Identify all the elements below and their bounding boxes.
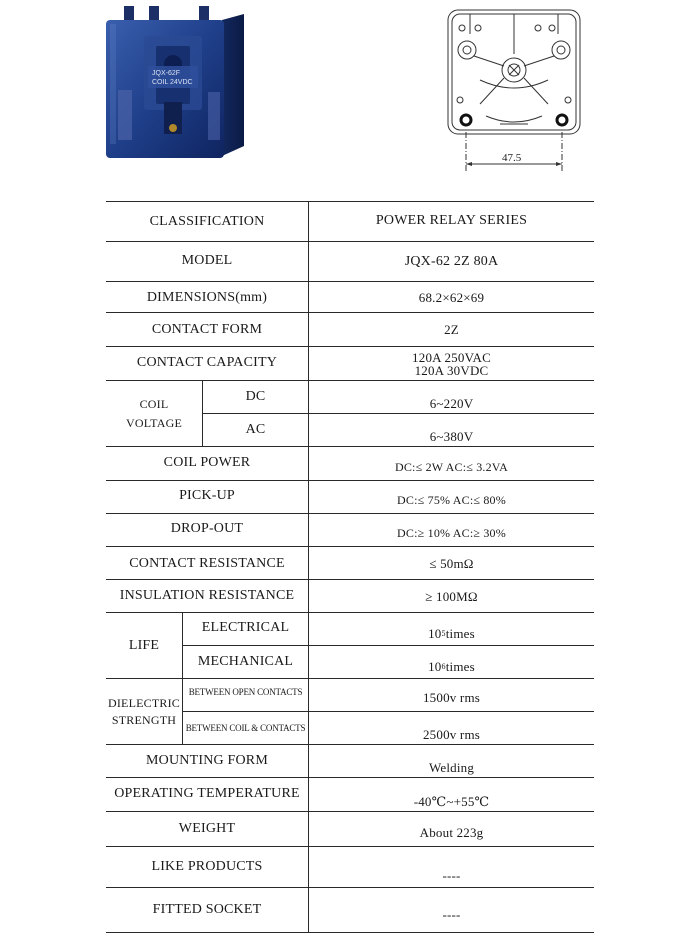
photo-coil-marking: COIL 24VDC — [152, 79, 193, 86]
dielectric-open-contacts-label: BETWEEN OPEN CONTACTS — [188, 687, 303, 697]
mounting-form-label: MOUNTING FORM — [146, 752, 268, 768]
dielectric-strength-label — [106, 679, 182, 744]
fitted-socket-value: ---- — [442, 906, 461, 922]
dimension-label: 47.5 — [502, 152, 522, 164]
coil-power-value: DC:≤ 2W AC:≤ 3.2VA — [394, 459, 508, 474]
relay-photo — [104, 6, 250, 158]
mounting-form-value: Welding — [428, 759, 475, 775]
dimensions-value: 68.2×62×69 — [418, 289, 485, 305]
coil-voltage-ac-value: 6~380V — [429, 428, 474, 444]
weight-label: WEIGHT — [178, 821, 236, 836]
coil-voltage-ac-label: AC — [245, 421, 266, 437]
insulation-resistance-value: ≥ 100MΩ — [425, 588, 478, 604]
coil-voltage-line2: VOLTAGE — [126, 415, 182, 430]
like-products-label: LIKE PRODUCTS — [151, 858, 263, 874]
coil-voltage-label — [106, 381, 202, 446]
coil-voltage-dc-value: 6~220V — [429, 395, 474, 411]
spec-table — [106, 201, 594, 933]
classification-label: CLASSIFICATION — [149, 214, 265, 229]
drop-out-value: DC:≥ 10% AC:≥ 30% — [397, 526, 506, 540]
contact-capacity-value — [309, 347, 594, 380]
contact-resistance-label: CONTACT RESISTANCE — [129, 555, 285, 571]
life-mechanical-base: 10 — [428, 659, 442, 674]
life-electrical-value: 10 5 times — [428, 626, 475, 641]
life-electrical-base: 10 — [428, 626, 442, 641]
life-label: LIFE — [128, 638, 160, 653]
operating-temperature-value: -40℃~+55℃ — [413, 793, 490, 809]
pick-up-value: DC:≤ 75% AC:≤ 80% — [397, 493, 506, 507]
weight-value: About 223g — [419, 825, 484, 840]
dielectric-coil-contacts-value: 2500v rms — [422, 726, 481, 742]
classification-value: POWER RELAY SERIES — [375, 212, 528, 228]
coil-power-label: COIL POWER — [163, 454, 251, 470]
life-electrical-unit: times — [445, 626, 475, 641]
like-products-value: ---- — [442, 867, 461, 883]
contact-capacity-label: CONTACT CAPACITY — [136, 355, 278, 370]
pick-up-label: PICK-UP — [179, 488, 235, 503]
dielectric-coil-contacts-label: BETWEEN COIL & CONTACTS — [185, 722, 306, 733]
life-mechanical-unit: times — [445, 659, 475, 674]
contact-capacity-line2: 120A 30VDC — [414, 362, 489, 378]
operating-temperature-label: OPERATING TEMPERATURE — [114, 786, 300, 801]
coil-voltage-dc-label: DC — [245, 388, 266, 404]
drop-out-label: DROP-OUT — [170, 521, 244, 536]
dielectric-strength-line2: STRENGTH — [111, 712, 177, 727]
insulation-resistance-label: INSULATION RESISTANCE — [119, 587, 295, 603]
dielectric-open-contacts-value: 1500v rms — [422, 690, 481, 705]
contact-form-value: 2Z — [444, 322, 459, 337]
coil-voltage-line1: COIL — [139, 396, 169, 411]
mounting-drawing — [440, 4, 590, 180]
contact-form-label: CONTACT FORM — [151, 322, 263, 337]
life-electrical-label: ELECTRICAL — [201, 620, 290, 635]
dielectric-strength-line1: DIELECTRIC — [108, 695, 180, 710]
contact-resistance-value: ≤ 50mΩ — [429, 555, 474, 571]
photo-model-marking: JQX-62F — [152, 70, 181, 77]
life-mechanical-value: 10 6 times — [428, 659, 475, 674]
contact-capacity-line1: 120A 250VAC — [412, 349, 491, 365]
fitted-socket-label: FITTED SOCKET — [152, 901, 262, 917]
dimensions-label: DIMENSIONS(mm) — [146, 289, 268, 305]
model-label: MODEL — [181, 252, 233, 268]
life-mechanical-label: MECHANICAL — [197, 653, 294, 669]
model-value: JQX-62 2Z 80A — [404, 254, 499, 269]
